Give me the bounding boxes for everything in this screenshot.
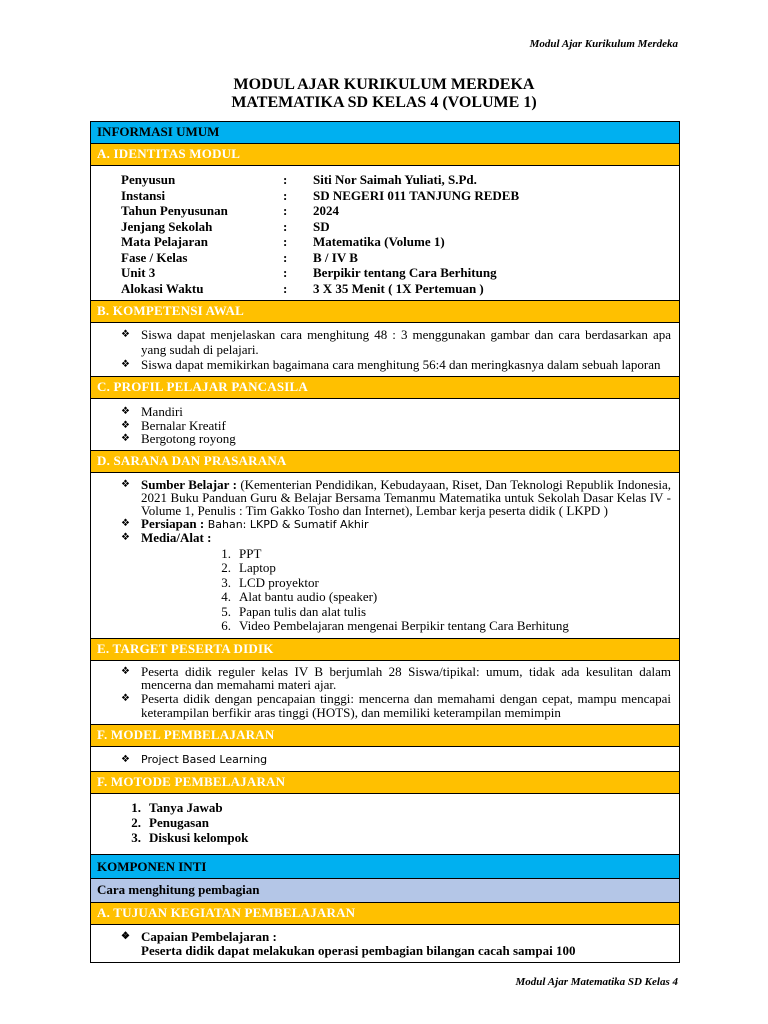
target-body <box>91 661 679 725</box>
media-list <box>209 547 671 634</box>
capaian-text: Peserta didik dapat melakukan operasi pembagian bilangan cacah sampai 100 <box>141 943 576 958</box>
section-informasi-umum: INFORMASI UMUM <box>91 122 679 144</box>
list-item <box>209 605 671 620</box>
identitas-label: Penyusun <box>121 172 176 187</box>
identitas-colon: : <box>283 249 288 265</box>
profil-item: ❖ Bergotong royong <box>99 432 671 446</box>
kompetensi-item: ❖ Siswa dapat memikirkan bagaimana cara menghitung 56:4 dan meringkasnya dalam sebuah laporan <box>99 357 671 372</box>
list-item <box>119 815 671 830</box>
model-item: ❖ Project Based Learning <box>99 752 671 767</box>
capaian-label: ❖ Capaian Pembelajaran : <box>99 930 671 944</box>
section-identitas-modul: A. IDENTITAS MODUL <box>91 144 679 166</box>
list-text: Laptop <box>239 560 276 576</box>
identitas-label: Jenjang Sekolah <box>121 218 213 234</box>
identitas-value: Matematika (Volume 1) <box>313 234 445 249</box>
list-number: 6. <box>221 618 231 634</box>
persiapan-text: Bahan: LKPD & Sumatif Akhir <box>204 518 369 532</box>
target-item: ❖ Peserta didik dengan pencapaian tinggi: mencerna dan memahami dengan cepat, mampu mencapai keterampilan berfikir aras tinggi (HOTS), dan memiliki keterampilan memimpin <box>99 692 671 720</box>
identitas-value: B / IV B <box>313 249 358 265</box>
section-target-peserta: E. TARGET PESERTA DIDIK <box>91 639 679 661</box>
list-text: Papan tulis dan alat tulis <box>239 603 367 619</box>
list-text: Alat bantu audio (speaker) <box>239 589 378 605</box>
persiapan-label: Persiapan : <box>141 516 205 532</box>
identitas-label: Alokasi Waktu <box>121 280 204 296</box>
identitas-label: Tahun Penyusunan <box>121 203 228 218</box>
section-kompetensi-awal: B. KOMPETENSI AWAL <box>91 301 679 323</box>
section-model-pembelajaran: F. MODEL PEMBELAJARAN <box>91 725 679 747</box>
profil-item: ❖ Mandiri <box>99 405 671 419</box>
list-number: 5. <box>221 603 231 619</box>
identitas-value: SD NEGERI 011 TANJUNG REDEB <box>313 187 520 203</box>
list-number: 2. <box>221 560 231 576</box>
list-text: Tanya Jawab <box>149 799 223 815</box>
sumber-label: Sumber Belajar : <box>141 476 237 492</box>
identitas-colon: : <box>283 265 288 280</box>
kompetensi-item: ❖ Siswa dapat menjelaskan cara menghitung 48 : 3 menggunakan gambar dan cara berdasarkan apa yang sudah di pelajari. <box>99 327 671 357</box>
list-item <box>209 576 671 591</box>
identitas-value: 2024 <box>313 203 339 218</box>
identitas-value: Berpikir tentang Cara Berhitung <box>313 265 497 280</box>
list-text: LCD proyektor <box>239 574 319 590</box>
identitas-label: Instansi <box>121 187 166 203</box>
list-item <box>209 561 671 576</box>
identitas-colon: : <box>283 187 288 203</box>
identitas-colon: : <box>283 280 288 296</box>
identitas-colon: : <box>283 218 288 234</box>
identitas-grid <box>99 172 671 296</box>
section-tujuan-kegiatan: A. TUJUAN KEGIATAN PEMBELAJARAN <box>91 903 679 925</box>
list-item <box>209 619 671 634</box>
list-number: 1. <box>131 799 141 815</box>
list-number: 2. <box>131 815 141 830</box>
title-line-1: MODUL AJAR KURIKULUM MERDEKA <box>233 76 535 93</box>
list-text: PPT <box>239 545 262 561</box>
kompetensi-body <box>91 323 679 377</box>
identitas-value: 3 X 35 Menit ( 1X Pertemuan ) <box>313 280 484 296</box>
media-label: Media/Alat : <box>141 530 212 546</box>
document-title <box>0 76 768 112</box>
list-number: 3. <box>131 830 141 846</box>
list-item <box>119 800 671 815</box>
identitas-label: Mata Pelajaran <box>121 234 209 249</box>
tujuan-body <box>91 925 679 963</box>
identitas-label: Fase / Kelas <box>121 249 188 265</box>
identitas-label: Unit 3 <box>121 265 156 280</box>
metode-list <box>119 800 671 846</box>
target-item: ❖ Peserta didik reguler kelas IV B berjumlah 28 Siswa/tipikal: umum, tidak ada kesulitan dalam mencerna dan memahami materi ajar. <box>99 665 671 693</box>
sumber-belajar <box>99 478 671 518</box>
identitas-colon: : <box>283 234 288 249</box>
section-komponen-inti: KOMPONEN INTI <box>91 855 679 879</box>
profil-item: ❖ Bernalar Kreatif <box>99 419 671 433</box>
identitas-body <box>91 166 679 301</box>
list-text: Video Pembelajaran mengenai Berpikir tentang Cara Berhitung <box>239 618 569 634</box>
identitas-colon: : <box>283 172 288 187</box>
list-item <box>209 590 671 605</box>
identitas-colon: : <box>283 203 288 218</box>
identitas-value: SD <box>313 218 330 234</box>
title-line-2: MATEMATIKA SD KELAS 4 (VOLUME 1) <box>231 94 537 111</box>
running-footer: Modul Ajar Matematika SD Kelas 4 <box>515 976 678 988</box>
identitas-value: Siti Nor Saimah Yuliati, S.Pd. <box>313 172 477 187</box>
list-number: 3. <box>221 574 231 590</box>
profil-body <box>91 399 679 451</box>
section-profil-pelajar: C. PROFIL PELAJAR PANCASILA <box>91 377 679 399</box>
persiapan <box>99 517 671 531</box>
list-item <box>119 830 671 845</box>
model-body <box>91 747 679 772</box>
media-alat <box>99 531 671 544</box>
running-header: Modul Ajar Kurikulum Merdeka <box>529 38 678 50</box>
list-number: 1. <box>221 545 231 561</box>
sarana-body <box>91 473 679 639</box>
list-item <box>209 547 671 562</box>
list-text: Penugasan <box>149 815 209 830</box>
list-text: Diskusi kelompok <box>149 830 249 846</box>
section-sarana-prasarana: D. SARANA DAN PRASARANA <box>91 451 679 473</box>
module-table <box>90 121 680 963</box>
sumber-text: (Kementerian Pendidikan, Kebudayaan, Riset, Dan Teknologi Republik Indonesia, 2021 Buku Panduan Guru & Belajar Bersama Temanmu Matematika untuk Sekolah Dasar Kelas IV - Volume 1, Penulis : Tim Gakko Tosho dan Internet), Lembar kerja peserta didik ( LKPD ) <box>141 476 671 518</box>
cara-menghitung-heading: Cara menghitung pembagian <box>91 879 679 903</box>
metode-body <box>91 794 679 855</box>
list-number: 4. <box>221 589 231 605</box>
section-metode-pembelajaran: F. MOTODE PEMBELAJARAN <box>91 772 679 794</box>
